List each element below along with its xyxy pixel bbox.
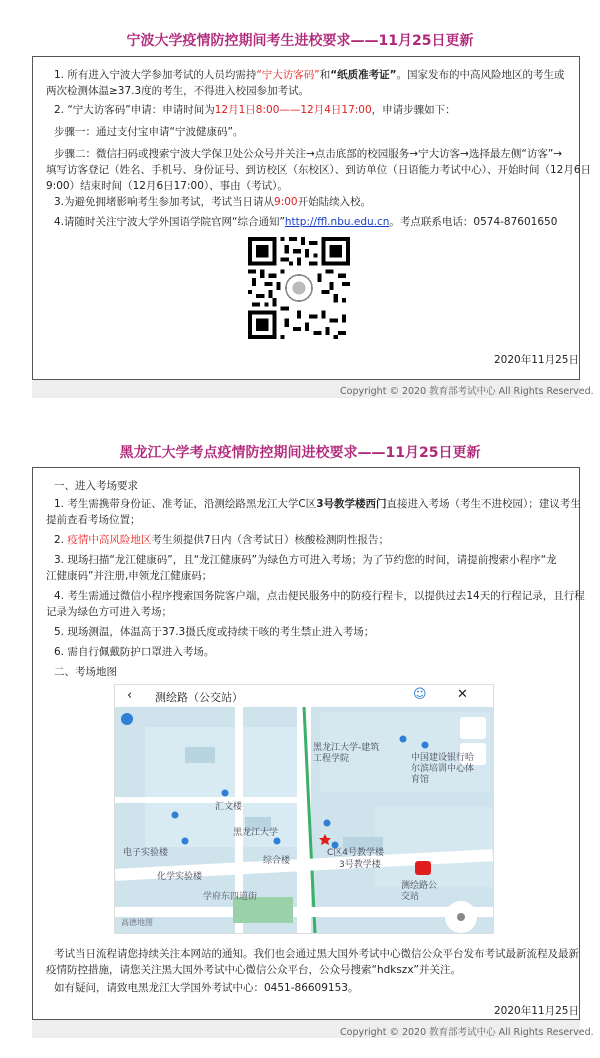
map-label-zonghe: 综合楼 (263, 856, 291, 866)
map-header-bar (115, 685, 493, 708)
s1-step2-line3: 9:00）结束时间（12月6日17:00）、事由（考试）。 (46, 180, 288, 192)
map-label-bank: 中国建设银行哈尔滨培训中心体育馆 (411, 753, 475, 785)
s1-date: 2020年11月25日 (494, 354, 579, 366)
nbu-link[interactable]: http://ffl.nbu.edu.cn (284, 216, 390, 228)
s2-rule3-line1: 3. 现场扫描“龙江健康码”，且“龙江健康码”为绿色方可进入考场；为了节约您的时间，请提前搜索小程序“龙 (54, 554, 557, 566)
map-label-station: 测绘路公交站 (401, 881, 438, 902)
s1-copyright: Copyright © 2020 教育部考试中心 All Rights Reserved. (340, 386, 594, 397)
s2-copyright: Copyright © 2020 教育部考试中心 All Rights Reserved. (340, 1027, 594, 1038)
map-label-street: 学府东四道街 (203, 892, 258, 902)
s1-para3: 3.为避免拥堵影响考生参加考试，考试当日请从9:00开始陆续入校。 (54, 196, 372, 208)
map-label-college: 黑龙江大学-建筑工程学院 (313, 743, 380, 764)
map-label-gaode: 高德地图 (121, 918, 153, 927)
back-icon[interactable]: ‹ (127, 688, 133, 703)
section1-title: 宁波大学疫情防控期间考生进校要求——11月25日更新 (126, 33, 474, 49)
s2-rule3-line2: 江健康码”并注册,申领龙江健康码； (46, 570, 213, 582)
s1-step2-line2: 填写访客登记（姓名、手机号、身份证号、到访校区（东校区）、到访单位（日语能力考试中心）、开始时间（12月6日 (46, 164, 592, 176)
map-label-campus: 黑龙江大学 (233, 828, 279, 838)
map-label-chem: 化学实验楼 (157, 872, 203, 882)
s1-para2: 2. “宁大访客码”申请：申请时间为12月1日8:00——12月4日17:00，申请步骤如下： (54, 104, 456, 116)
s2-rule5: 5. 现场测温，体温高于37.3摄氏度或持续干咳的考生禁止进入考场； (54, 626, 375, 638)
s1-step2-line1: 步骤二：微信扫码或搜索宁波大学保卫处公众号并关注→点击底部的校园服务→宁大访客→选择最左侧“访客”→ (54, 148, 563, 160)
s2-rule2: 2. 疫情中高风险地区考生须提供7日内（含考试日）核酸检测阴性报告； (54, 534, 390, 546)
s2-heading2: 二、考场地图 (54, 666, 117, 678)
map-header-title: 测绘路（公交站） (155, 691, 243, 704)
s2-rule1-line2: 提前查看考场位置； (46, 514, 141, 526)
s1-para1-line2: 两次检测体温≥37.3度的考生，不得进入校园参加考试。 (46, 85, 310, 97)
map-label-c4: C区4号教学楼 (327, 848, 385, 858)
s2-rule1-line1: 1. 考生需携带身份证、准考证，沿测绘路黑龙江大学C区3号教学楼西门直接进入考场（考生不进校园）；建议考生 (54, 498, 581, 510)
s2-rule4-line1: 4. 考生需通过微信小程序搜索国务院客户端，点击便民服务中的防疫行程卡，以提供过去14天的行程记录，且行程 (54, 590, 585, 602)
s1-para1-line1: 1. 所有进入宁波大学参加考试的人员均需持“宁大访客码”和“纸质准考证”。国家发布的中高风险地区的考生或 (54, 69, 565, 81)
s2-heading1: 一、进入考场要求 (54, 480, 138, 492)
close-icon[interactable]: ✕ (457, 687, 468, 702)
exam-site-map (114, 684, 494, 934)
qr-code-image (248, 237, 350, 339)
s1-step1: 步骤一：通过支付宝申请“宁波健康码”。 (54, 126, 244, 138)
s2-date: 2020年11月25日 (494, 1005, 579, 1017)
s2-rule4-line2: 记录为绿色方可进入考场； (46, 606, 172, 618)
s1-para4: 4.请随时关注宁波大学外国语学院官网“综合通知”http://ffl.nbu.edu.cn。考点联系电话：0574-87601650 (54, 216, 558, 228)
s2-rule6: 6. 需自行佩戴防护口罩进入考场。 (54, 646, 215, 658)
s2-note2: 如有疑问，请致电黑龙江大学国外考试中心：0451-86609153。 (54, 982, 359, 994)
map-label-electronic: 电子实验楼 (123, 848, 169, 858)
s2-note1-line2: 疫情防控措施，请您关注黑大国外考试中心微信公众平台，公众号搜索“hdkszx”并关注。 (46, 964, 461, 976)
s2-note1-line1: 考试当日流程请您持续关注本网站的通知。我们也会通过黑大国外考试中心微信公众平台发布考试最新流程及最新 (54, 948, 579, 960)
map-label-huiwen: 汇文楼 (215, 802, 243, 812)
map-label-t3: 3号教学楼 (339, 860, 381, 870)
robot-icon[interactable]: ☺ (413, 687, 427, 702)
section2-title: 黑龙江大学考点疫情防控期间进校要求——11月25日更新 (119, 445, 481, 461)
